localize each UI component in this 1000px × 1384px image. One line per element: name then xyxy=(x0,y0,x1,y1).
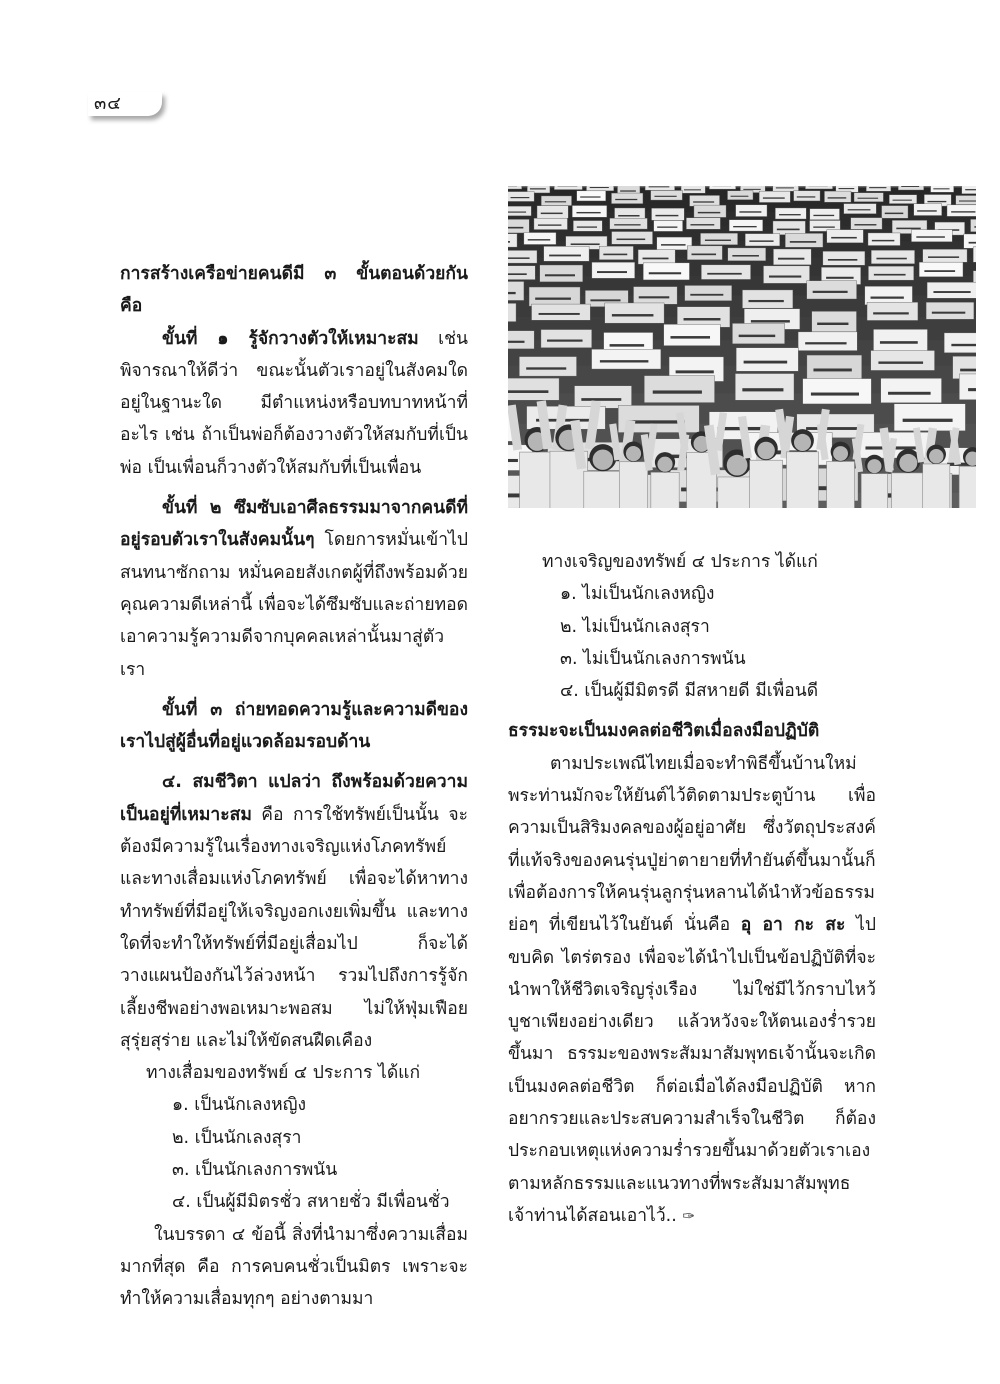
network-heading: การสร้างเครือข่ายคนดีมี ๓ ขั้นตอนด้วยกัน คือ xyxy=(120,264,468,317)
left-column xyxy=(120,258,468,1316)
step1-text: เช่น พิจารณาให้ดีว่า ขณะนั้นตัวเราอยู่ในสังคมใด อยู่ในฐานะใด มีตำแหน่งหรือบทบาทหน้าที่อะไร เช่น ถ้าเป็นพ่อก็ต้องวางตัวให้สมกับที่เป็นพ่อ เป็นเพื่อนก็วางตัวให้สมกับที่เป็นเพื่อน xyxy=(120,328,468,478)
decline-item: ๒. เป็นนักเลงสุรา xyxy=(172,1127,302,1148)
crowd-photo-graphic xyxy=(508,186,976,508)
right-column xyxy=(508,546,876,1232)
feather-icon: ✑ xyxy=(682,1206,695,1225)
decline-item: ๑. เป็นนักเลงหญิง xyxy=(172,1095,307,1116)
step1-paragraph xyxy=(120,323,468,484)
decline-intro: ทางเสื่อมของทรัพย์ ๔ ประการ ได้แก่ xyxy=(146,1063,421,1084)
growth-intro: ทางเจริญของทรัพย์ ๔ ประการ ได้แก่ xyxy=(542,552,818,572)
closing-paragraph: ในบรรดา ๔ ข้อนี้ สิ่งที่นำมาซึ่งความเสื่อมมากที่สุด คือ การคบคนชั่วเป็นมิตร เพราะจะทำให้ความเสื่อมทุกๆ อย่างตามมา xyxy=(120,1224,468,1310)
step2-text: โดยการหมั่นเข้าไปสนทนาซักถาม หมั่นคอยสังเกตผู้ที่ถึงพร้อมด้วยคุณความดีเหล่านี้ เพื่อจะได้ซึมซับและถ่ายทอดเอาความรู้ความดีจากบุคคลเหล่านั้นมาสู่ตัวเรา xyxy=(120,530,468,680)
growth-item: ๓. ไม่เป็นนักเลงการพนัน xyxy=(560,648,746,669)
step3-paragraph: ขั้นที่ ๓ ถ่ายทอดความรู้และความดีของเราไปสู่ผู้อื่นที่อยู่แวดล้อมรอบด้าน xyxy=(120,699,468,753)
step1-title: ขั้นที่ ๑ รู้จักวางตัวให้เหมาะสม xyxy=(162,328,419,349)
step2-title: ขั้นที่ ๒ ซึมซับเอาศีลธรรมมาจากคนดีที่อยู่รอบตัวเราในสังคมนั้นๆ xyxy=(120,498,468,551)
step2-paragraph xyxy=(120,492,468,686)
dharma-text-1: ตามประเพณีไทยเมื่อจะทำพิธีขึ้นบ้านใหม่ พระท่านมักจะให้ยันต์ไว้ติดตามประตูบ้าน เพื่อความเป็นสิริมงคลของผู้อยู่อาศัย ซึ่งวัตถุประสงค์ที่แท้จริงของคนรุ่นปู่ย่าตายายที่ทำยันต์ขึ้นมานั้นก็เพื่อต้องการให้คนรุ่นลูกรุ่นหลานได้นำหัวข้อธรรมย่อๆ ที่เขียนไว้ในยันต์ นั่นคือ xyxy=(508,753,876,936)
dharma-text-2: ไปขบคิด ไตร่ตรอง เพื่อจะได้นำไปเป็นข้อปฏิบัติที่จะนำพาให้ชีวิตเจริญรุ่งเรือง ไม่ใช่มีไว้กราบไหว้บูชาเพียงอย่างเดียว แล้วหวังจะให้ตนเองร่ำรวยขึ้นมา ธรรมะของพระสัมมาสัมพุทธเจ้านั้นจะเกิดเป็นมงคลต่อชีวิต ก็ต่อเมื่อได้ลงมือปฏิบัติ หากอยากรวยและประสบความสำเร็จในชีวิต ก็ต้องประกอบเหตุแห่งความร่ำรวยขึ้นมาด้วยตัวเราเอง ตามหลักธรรมและแนวทางที่พระสัมมาสัมพุทธเจ้าท่านได้สอนเอาไว้.. xyxy=(508,915,876,1226)
growth-item: ๔. เป็นผู้มีมิตรดี มีสหายดี มีเพื่อนดี xyxy=(560,681,819,702)
section-heading: ธรรมะจะเป็นมงคลต่อชีวิตเมื่อลงมือปฏิบัติ xyxy=(508,721,820,742)
growth-item: ๑. ไม่เป็นนักเลงหญิง xyxy=(560,584,715,605)
crowd-photo xyxy=(508,186,976,508)
samachiwita-text: คือ การใช้ทรัพย์เป็นนั้น จะต้องมีความรู้ในเรื่องทางเจริญแห่งโภคทรัพย์และทางเสื่อมแห่งโภคทรัพย์ เพื่อจะได้หาทางทำทรัพย์ที่มีอยู่ให้เจริญงอกเงยเพิ่มขึ้น และทางใดที่จะทำให้ทรัพย์ที่มีอยู่เสื่อมไป ก็จะได้วางแผนป้องกันไว้ล่วงหน้า รวมไปถึงการรู้จักเลี้ยงชีพอย่างพอเหมาะพอสม ไม่ให้ฟุ่มเฟือยสุรุ่ยสุร่าย และไม่ให้ขัดสนฝืดเคือง xyxy=(120,804,468,1051)
dharma-paragraph xyxy=(508,748,876,1232)
samachiwita-paragraph xyxy=(120,766,468,1057)
decline-item: ๔. เป็นผู้มีมิตรชั่ว สหายชั่ว มีเพื่อนชั่ว xyxy=(172,1192,450,1213)
dharma-keywords: อุ อา กะ สะ xyxy=(740,915,846,936)
page-number: ๓๔ xyxy=(88,92,162,116)
decline-item: ๓. เป็นนักเลงการพนัน xyxy=(172,1160,338,1181)
samachiwita-title: ๔. สมชีวิตา แปลว่า ถึงพร้อมด้วยความเป็นอยู่ที่เหมาะสม xyxy=(120,772,468,825)
growth-item: ๒. ไม่เป็นนักเลงสุรา xyxy=(560,616,710,637)
